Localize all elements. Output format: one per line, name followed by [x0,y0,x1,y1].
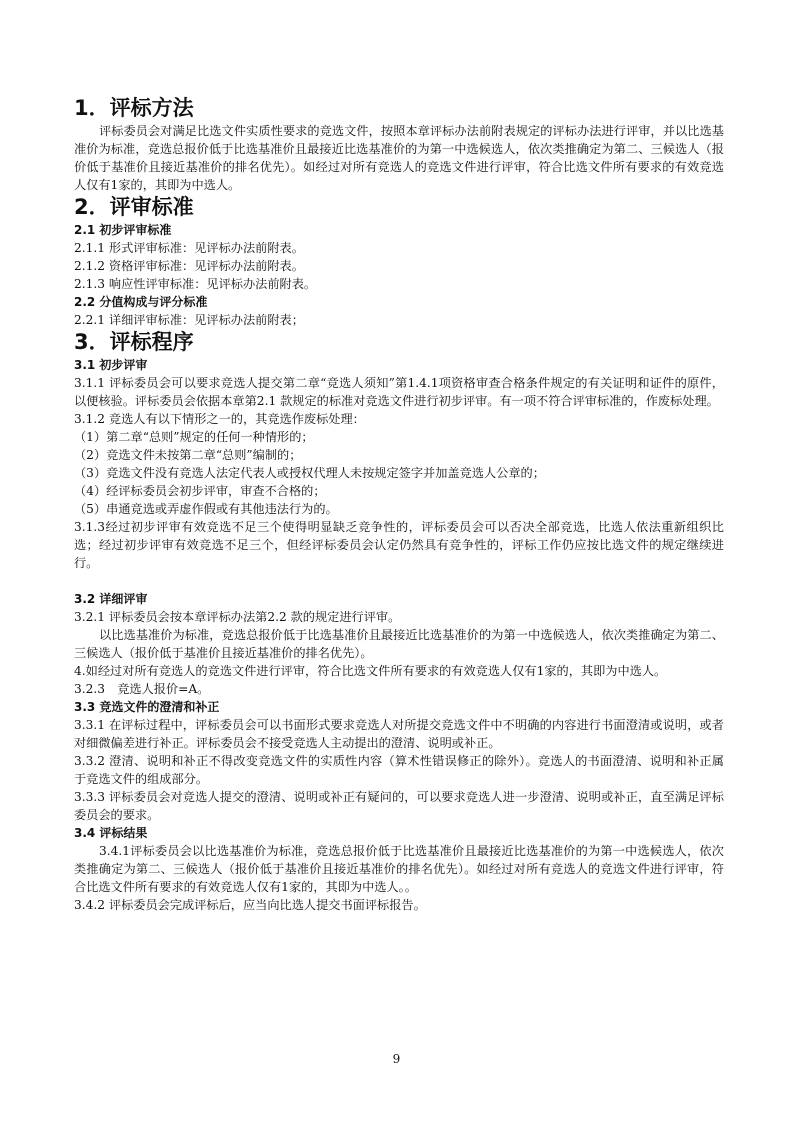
clause-3-2-1: 3.2.1 评标委员会按本章评标办法第2.2 款的规定进行评审。 [74,610,401,624]
list-item: （3）竞选文件没有竞选人法定代表人或授权代理人未按规定签字并加盖竞选人公章的； [74,466,545,480]
clause-4: 4.如经过对所有竞选人的竞选文件进行评审，符合比选文件所有要求的有效竞选人仅有1家的，其即为中选人。 [74,664,667,678]
clause-3-3-3: 3.3.3 评标委员会对竞选人提交的澄清、说明或补正有疑问的，可以要求竞选人进一步澄清、说明或补正，直至满足评标委员会的要求。 [74,790,724,822]
list-item: （5）串通竞选或弄虚作假或有其他违法行为的。 [74,502,338,516]
section-2-title: 2．评审标准 [74,195,194,219]
clause-3-3-2: 3.3.2 澄清、说明和补正不得改变竞选文件的实质性内容（算术性错误修正的除外）。竞选人的书面澄清、说明和补正属于竞选文件的组成部分。 [74,754,724,786]
clause-3-1-1: 3.1.1 评标委员会可以要求竞选人提交第二章“竞选人须知”第1.4.1项资格审查合格条件规定的有关证明和证件的原件，以便核验。评标委员会依据本章第2.1 款规定的标准对竞选文件进行初步评审。有一项不符合评审标准的，作废标处理。 [74,376,724,408]
list-item: （4）经评标委员会初步评审，审查不合格的； [74,484,326,498]
section-1-title: 1．评标方法 [74,96,194,120]
clause-3-1-2: 3.1.2 竞选人有以下情形之一的，其竞选作废标处理： [74,412,365,426]
page-number: 9 [392,1052,401,1066]
clause-3-4-1: 3.4.1评标委员会以比选基准价为标准，竞选总报价低于比选基准价且最接近比选基准价的为第一中选候选人，依次类推确定为第二、三候选人（报价低于基准价且接近基准价的排名优先）。如经过对所有竞选人的竞选文件进行评审，符合比选文件所有要求的有效竞选人仅有1家的，其即为中选人。。 [74,844,724,894]
section-3-title: 3．评标程序 [74,330,194,354]
document-body [74,95,724,914]
clause-3-1-3: 3.1.3经过初步评审有效竞选不足三个使得明显缺乏竞争性的，评标委员会可以否决全部竞选，比选人依法重新组织比选；经过初步评审有效竞选不足三个，但经评标委员会认定仍然具有竞争性的，评标工作仍应按比选文件的规定继续进行。 [74,520,724,570]
clause-2-1-2: 2.1.2 资格评审标准：见评标办法前附表。 [74,259,304,273]
subsection-2-1-heading: 2.1 初步评审标准 [74,223,172,237]
subsection-3-4-heading: 3.4 评标结果 [74,826,148,840]
subsection-3-3-heading: 3.3 竞选文件的澄清和补正 [74,700,220,714]
clause-3-3-1: 3.3.1 在评标过程中，评标委员会可以书面形式要求竞选人对所提交竞选文件中不明确的内容进行书面澄清或说明，或者对细微偏差进行补正。评标委员会不接受竞选人主动提出的澄清、说明或补正。 [74,718,724,750]
clause-2-1-1: 2.1.1 形式评审标准：见评标办法前附表。 [74,241,304,255]
clause-3-4-2: 3.4.2 评标委员会完成评标后，应当向比选人提交书面评标报告。 [74,898,426,912]
spacer [74,572,724,590]
section-1-body: 评标委员会对满足比选文件实质性要求的竞选文件，按照本章评标办法前附表规定的评标办法进行评审，并以比选基准价为标准，竞选总报价低于比选基准价且最接近比选基准价的为第一中选候选人，依次类推确定为第二、三候选人（报价低于基准价且接近基准价的排名优先）。如经过对所有竞选人的竞选文件进行评审，符合比选文件所有要求的有效竞选人仅有1家的，其即为中选人。 [74,124,724,192]
clause-3-2-paragraph: 以比选基准价为标准，竞选总报价低于比选基准价且最接近比选基准价的为第一中选候选人，依次类推确定为第二、三候选人（报价低于基准价且接近基准价的排名优先）。 [74,628,724,660]
list-item: （1）第二章“总则”规定的任何一种情形的； [74,430,314,444]
clause-2-1-3: 2.1.3 响应性评审标准：见评标办法前附表。 [74,277,317,291]
subsection-2-2-heading: 2.2 分值构成与评分标准 [74,295,208,309]
subsection-3-2-heading: 3.2 详细评审 [74,592,148,606]
subsection-3-1-heading: 3.1 初步评审 [74,358,148,372]
clause-3-2-3: 3.2.3 竞选人报价=A。 [74,682,210,696]
list-item: （2）竞选文件未按第二章“总则”编制的； [74,448,302,462]
clause-2-2-1: 2.2.1 详细评审标准：见评标办法前附表； [74,313,304,327]
